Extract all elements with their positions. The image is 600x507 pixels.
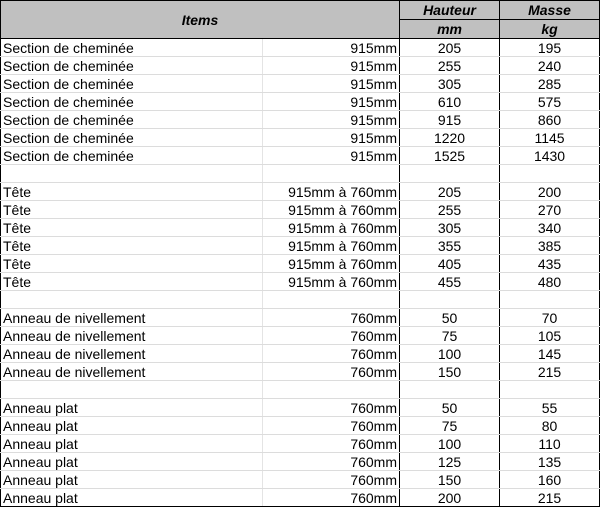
size-cell: 915mm xyxy=(263,75,400,93)
table-row xyxy=(1,291,600,309)
table-row xyxy=(1,147,600,165)
hauteur-cell: 50 xyxy=(400,399,500,417)
table-row xyxy=(1,219,600,237)
masse-cell: 285 xyxy=(500,75,600,93)
masse-cell: 145 xyxy=(500,345,600,363)
item-cell: Anneau de nivellement xyxy=(1,309,263,327)
size-cell xyxy=(263,291,400,309)
item-cell: Anneau plat xyxy=(1,417,263,435)
size-cell: 915mm à 760mm xyxy=(263,237,400,255)
table-row xyxy=(1,165,600,183)
table-row xyxy=(1,399,600,417)
table-row xyxy=(1,57,600,75)
masse-unit: kg xyxy=(500,20,600,39)
item-cell: Tête xyxy=(1,237,263,255)
hauteur-cell: 150 xyxy=(400,363,500,381)
size-cell: 915mm xyxy=(263,39,400,57)
table-row xyxy=(1,93,600,111)
table-row xyxy=(1,237,600,255)
table-row xyxy=(1,417,600,435)
hauteur-header: Hauteur xyxy=(400,1,500,20)
size-cell: 760mm xyxy=(263,435,400,453)
masse-cell xyxy=(500,291,600,309)
size-cell: 760mm xyxy=(263,471,400,489)
hauteur-cell: 200 xyxy=(400,489,500,507)
size-cell: 915mm xyxy=(263,111,400,129)
table-row xyxy=(1,111,600,129)
size-cell: 760mm xyxy=(263,345,400,363)
hauteur-cell: 255 xyxy=(400,57,500,75)
masse-cell: 480 xyxy=(500,273,600,291)
masse-cell: 1430 xyxy=(500,147,600,165)
masse-cell: 200 xyxy=(500,183,600,201)
item-cell: Section de cheminée xyxy=(1,129,263,147)
masse-cell: 215 xyxy=(500,489,600,507)
item-cell: Anneau plat xyxy=(1,399,263,417)
masse-cell xyxy=(500,165,600,183)
hauteur-cell: 915 xyxy=(400,111,500,129)
size-cell: 915mm à 760mm xyxy=(263,273,400,291)
item-cell: Tête xyxy=(1,273,263,291)
hauteur-cell xyxy=(400,165,500,183)
size-cell: 760mm xyxy=(263,327,400,345)
item-cell: Anneau de nivellement xyxy=(1,327,263,345)
items-header: Items xyxy=(1,1,400,39)
hauteur-cell: 100 xyxy=(400,345,500,363)
hauteur-cell: 1220 xyxy=(400,129,500,147)
item-cell: Anneau plat xyxy=(1,453,263,471)
masse-cell xyxy=(500,381,600,399)
size-cell: 915mm xyxy=(263,129,400,147)
masse-cell: 240 xyxy=(500,57,600,75)
size-cell: 915mm à 760mm xyxy=(263,219,400,237)
masse-cell: 80 xyxy=(500,417,600,435)
size-cell: 915mm xyxy=(263,93,400,111)
size-cell: 915mm xyxy=(263,147,400,165)
hauteur-cell: 305 xyxy=(400,75,500,93)
header-row xyxy=(1,1,600,20)
size-cell: 760mm xyxy=(263,399,400,417)
hauteur-cell: 150 xyxy=(400,471,500,489)
item-cell: Tête xyxy=(1,183,263,201)
masse-header: Masse xyxy=(500,1,600,20)
table-row xyxy=(1,309,600,327)
table-row xyxy=(1,363,600,381)
hauteur-cell: 255 xyxy=(400,201,500,219)
table-header xyxy=(1,1,600,39)
table-row xyxy=(1,453,600,471)
hauteur-cell: 75 xyxy=(400,327,500,345)
hauteur-cell: 125 xyxy=(400,453,500,471)
masse-cell: 135 xyxy=(500,453,600,471)
hauteur-cell: 75 xyxy=(400,417,500,435)
size-cell: 915mm à 760mm xyxy=(263,201,400,219)
hauteur-cell: 205 xyxy=(400,39,500,57)
hauteur-cell: 1525 xyxy=(400,147,500,165)
size-cell: 760mm xyxy=(263,309,400,327)
item-cell: Tête xyxy=(1,201,263,219)
hauteur-cell: 100 xyxy=(400,435,500,453)
table-row xyxy=(1,471,600,489)
item-cell: Anneau de nivellement xyxy=(1,345,263,363)
item-cell: Section de cheminée xyxy=(1,111,263,129)
item-cell: Anneau plat xyxy=(1,471,263,489)
hauteur-cell: 610 xyxy=(400,93,500,111)
hauteur-cell: 455 xyxy=(400,273,500,291)
item-cell xyxy=(1,291,263,309)
masse-cell: 340 xyxy=(500,219,600,237)
masse-cell: 575 xyxy=(500,93,600,111)
size-cell xyxy=(263,381,400,399)
hauteur-cell xyxy=(400,381,500,399)
table-row xyxy=(1,435,600,453)
table-row xyxy=(1,273,600,291)
item-cell: Section de cheminée xyxy=(1,57,263,75)
table-row xyxy=(1,381,600,399)
table-row xyxy=(1,75,600,93)
item-cell: Anneau plat xyxy=(1,435,263,453)
table-body xyxy=(1,39,600,507)
masse-cell: 55 xyxy=(500,399,600,417)
table-row xyxy=(1,129,600,147)
size-cell: 760mm xyxy=(263,489,400,507)
item-cell: Section de cheminée xyxy=(1,93,263,111)
table-row xyxy=(1,327,600,345)
item-cell: Section de cheminée xyxy=(1,39,263,57)
masse-cell: 70 xyxy=(500,309,600,327)
size-cell: 760mm xyxy=(263,363,400,381)
masse-cell: 860 xyxy=(500,111,600,129)
masse-cell: 105 xyxy=(500,327,600,345)
masse-cell: 110 xyxy=(500,435,600,453)
table-row xyxy=(1,183,600,201)
hauteur-cell: 205 xyxy=(400,183,500,201)
item-cell xyxy=(1,165,263,183)
hauteur-cell: 305 xyxy=(400,219,500,237)
item-cell: Tête xyxy=(1,255,263,273)
item-cell xyxy=(1,381,263,399)
size-cell: 760mm xyxy=(263,453,400,471)
hauteur-cell: 355 xyxy=(400,237,500,255)
size-cell xyxy=(263,165,400,183)
item-cell: Tête xyxy=(1,219,263,237)
masse-cell: 195 xyxy=(500,39,600,57)
item-cell: Section de cheminée xyxy=(1,147,263,165)
masse-cell: 215 xyxy=(500,363,600,381)
size-cell: 915mm xyxy=(263,57,400,75)
table-row xyxy=(1,201,600,219)
table-row xyxy=(1,489,600,507)
table-row xyxy=(1,255,600,273)
hauteur-cell: 405 xyxy=(400,255,500,273)
size-cell: 915mm à 760mm xyxy=(263,255,400,273)
item-cell: Anneau plat xyxy=(1,489,263,507)
hauteur-cell: 50 xyxy=(400,309,500,327)
size-cell: 915mm à 760mm xyxy=(263,183,400,201)
hauteur-unit: mm xyxy=(400,20,500,39)
table-row xyxy=(1,345,600,363)
item-cell: Anneau de nivellement xyxy=(1,363,263,381)
hauteur-cell xyxy=(400,291,500,309)
masse-cell: 385 xyxy=(500,237,600,255)
size-cell: 760mm xyxy=(263,417,400,435)
masse-cell: 270 xyxy=(500,201,600,219)
masse-cell: 1145 xyxy=(500,129,600,147)
masse-cell: 435 xyxy=(500,255,600,273)
item-cell: Section de cheminée xyxy=(1,75,263,93)
table-row xyxy=(1,39,600,57)
masse-cell: 160 xyxy=(500,471,600,489)
